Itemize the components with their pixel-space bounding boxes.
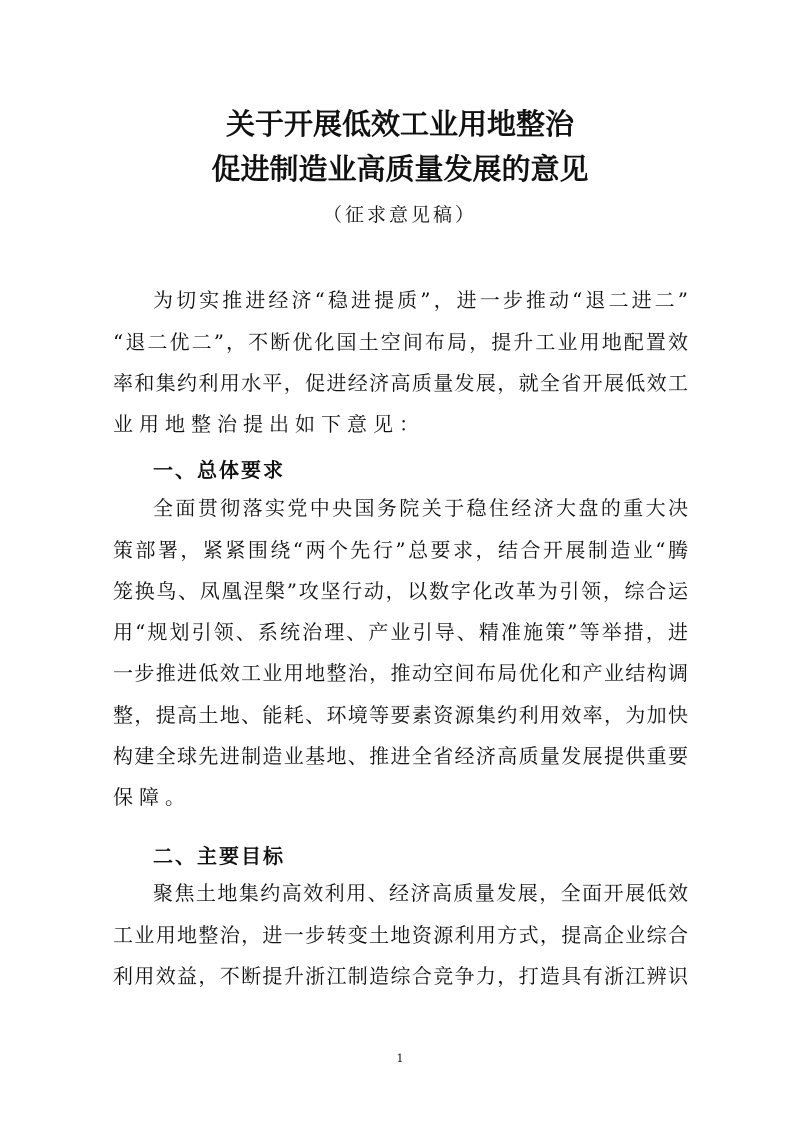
intro-line: “退二优二”，不断优化国土空间布局，提升工业用地配置效 [113, 330, 688, 354]
section-heading: 一、总体要求 [153, 458, 285, 482]
paragraph-line: 构建全球先进制造业基地、推进全省经济高质量发展提供重要 [113, 744, 688, 768]
intro-line: 为切实推进经济“稳进提质”，进一步推动“退二进二” [153, 288, 688, 312]
paragraph-line: 一步推进低效工业用地整治，推动空间布局优化和产业结构调 [113, 661, 688, 685]
paragraph-line: 利用效益，不断提升浙江制造综合竞争力，打造具有浙江辨识 [113, 964, 688, 988]
document-title-line-2: 促进制造业高质量发展的意见 [211, 152, 589, 186]
paragraph-line: 策部署，紧紧围绕“两个先行”总要求，结合开展制造业“腾 [113, 538, 688, 562]
document-subtitle: （征求意见稿） [322, 204, 477, 226]
intro-line: 业用地整治提出如下意见： [113, 412, 425, 436]
paragraph-line: 保障。 [113, 785, 191, 809]
intro-line: 率和集约利用水平，促进经济高质量发展，就全省开展低效工 [113, 371, 688, 395]
paragraph-line: 整，提高土地、能耗、环境等要素资源集约利用效率，为加快 [113, 703, 688, 727]
page-number: 1 [396, 1052, 404, 1065]
paragraph-line: 聚焦土地集约高效利用、经济高质量发展，全面开展低效 [153, 881, 688, 905]
paragraph-line: 全面贯彻落实党中央国务院关于稳住经济大盘的重大决 [153, 496, 688, 520]
document-title-line-1: 关于开展低效工业用地整治 [225, 107, 574, 141]
section-heading: 二、主要目标 [153, 844, 285, 868]
paragraph-line: 笼换鸟、凤凰涅槃”攻坚行动，以数字化改革为引领，综合运 [113, 579, 688, 603]
paragraph-line: 工业用地整治，进一步转变土地资源利用方式，提高企业综合 [113, 923, 688, 947]
paragraph-line: 用“规划引领、系统治理、产业引导、精准施策”等举措，进 [113, 620, 688, 644]
